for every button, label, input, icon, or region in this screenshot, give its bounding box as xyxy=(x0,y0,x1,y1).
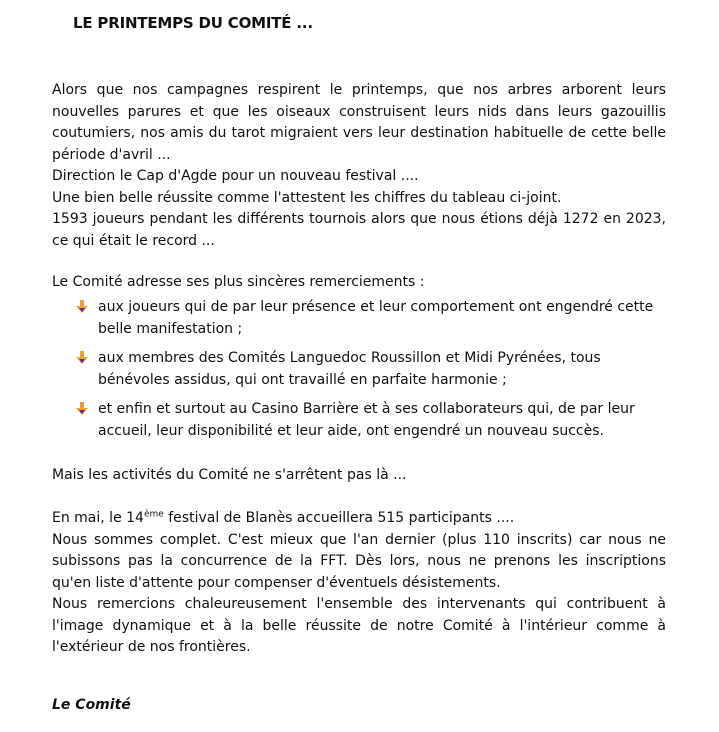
intro-line: Direction le Cap d'Agde pour un nouveau festival .... xyxy=(52,168,419,184)
may-suffix: festival de Blanès accueillera 515 participants .... xyxy=(163,510,515,526)
ordinal-superscript: ème xyxy=(143,509,164,520)
intro-line: Alors que nos campagnes respirent le printemps, que nos arbres arborent leurs nouvelles parures et que les oiseaux construisent leurs nids dans leurs gazouillis coutumiers, nos amis du tarot migraient vers leur destination habituelle de cette belle période d'avril ... xyxy=(52,82,666,163)
down-arrow-bullet-icon xyxy=(75,402,89,416)
list-item xyxy=(52,297,666,340)
may-prefix: En mai, le 14 xyxy=(52,510,144,526)
may-line: Nous remercions chaleureusement l'ensemble des intervenants qui contribuent à l'image dynamique et à la belle réussite de notre Comité à l'intérieur comme à l'extérieur de nos frontières. xyxy=(52,596,666,655)
list-item xyxy=(52,348,666,391)
intro-paragraph xyxy=(52,80,666,252)
activities-line: Mais les activités du Comité ne s'arrêtent pas là ... xyxy=(52,467,407,483)
list-item xyxy=(52,399,666,442)
intro-line: 1593 joueurs pendant les différents tournois alors que nous étions déjà 1272 en 2023, ce qui était le record ... xyxy=(52,211,666,249)
page-title: LE PRINTEMPS DU COMITÉ ... xyxy=(73,14,313,32)
may-intro-line xyxy=(52,508,666,530)
intro-line: Une bien belle réussite comme l'attestent les chiffres du tableau ci-joint. xyxy=(52,189,562,206)
down-arrow-bullet-icon xyxy=(75,300,89,314)
bullet-text: aux joueurs qui de par leur présence et leur comportement ont engendré cette belle manifestation ; xyxy=(98,299,654,337)
bullet-text: et enfin et surtout au Casino Barrière et à ses collaborateurs qui, de par leur accueil, leur disponibilité et leur aide, ont engendré un nouveau succès. xyxy=(98,401,635,439)
may-line: Nous sommes complet. C'est mieux que l'an dernier (plus 110 inscrits) car nous ne subissons pas la concurrence de la FFT. Dès lors, nous ne prenons les inscriptions qu'en liste d'attente pour compenser d'éventuels désistements. xyxy=(52,531,666,591)
down-arrow-bullet-icon xyxy=(75,351,89,365)
bullet-text: aux membres des Comités Languedoc Roussillon et Midi Pyrénées, tous bénévoles assidus, qui ont travaillé en parfaite harmonie ; xyxy=(98,350,601,388)
signature: Le Comité xyxy=(52,697,131,713)
may-paragraph xyxy=(52,508,666,659)
thanks-list xyxy=(52,297,666,450)
thanks-intro: Le Comité adresse ses plus sincères remerciements : xyxy=(52,274,425,290)
